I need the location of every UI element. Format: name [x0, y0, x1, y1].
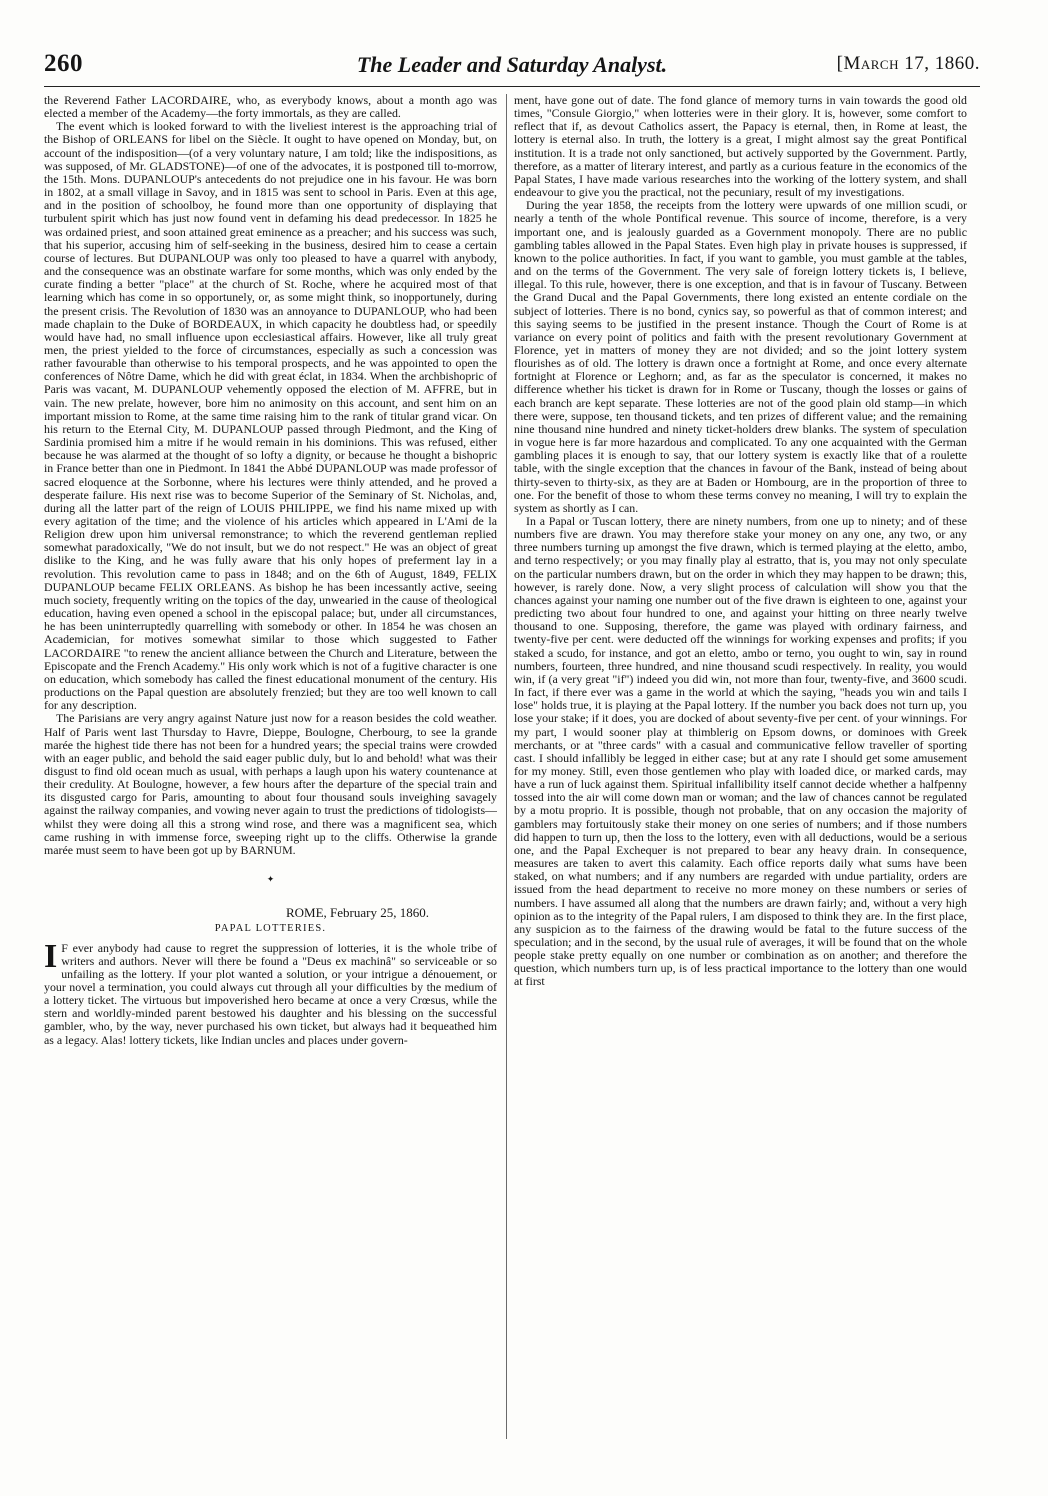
- article-paragraph: During the year 1858, the receipts from the lottery were upwards of one million scudi, or nearly a tenth of the whole Pontifical revenue. This source of income, therefore, is a very important one, and is jealously guarded as a Government monopoly. There are no public gambling tables allowed in the Papal States. Even high play in private houses is suppressed, if known to the police authorities. In fact, if you want to gamble, you must gamble at the tables, and on the terms of the Government. The very sale of foreign lottery tickets is, I believe, illegal. To this rule, however, there is one exception, and that is in favour of Tuscany. Between the Grand Ducal and the Papal Governments, there long existed an entente cordiale on the subject of lotteries. There is no bond, cynics say, so powerful as that of common interest; and this saying seems to be justified in the present instance. Though the Court of Rome is at variance on every point of politics and faith with the present revolutionary Government at Florence, yet in matters of money they are not divided; and so the joint lottery system flourishes as of old. The lottery is drawn once a fortnight at Rome, and once every alternate fortnight at Florence or Leghorn; and, as far as the speculator is concerned, it makes no difference whether his ticket is drawn for in Rome or Tuscany, though the losses or gains of each branch are kept separate. These lotteries are not of the good plain old stamp—in which there were, suppose, ten thousand tickets, and ten prizes of different value; and the remaining nine thousand nine hundred and ninety ticket-holders drew blanks. The system of speculation in vogue here is far more hazardous and complicated. To any one acquainted with the German gambling places it is enough to say, that our lottery system is exactly like that of a roulette table, with the single exception that the chances in favour of the Bank, instead of being about thirty-seven to thirty-six, as they are at Baden or Hombourg, are in the proportion of three to one. For the benefit of those to whom these terms convey no meaning, I will try to explain the system as shortly as I can.: [514, 198, 967, 515]
- left-column: [44, 94, 497, 1439]
- section-ornament: ✦: [266, 874, 275, 885]
- running-title: The Leader and Saturday Analyst.: [356, 52, 668, 77]
- page-header: [44, 50, 980, 87]
- column-divider: [506, 94, 507, 1439]
- section-text: F ever anybody had cause to regret the suppression of lotteries, it is the whole tribe of writers and authors. Never will there be found a "Deus ex machinâ" so serviceable or so unfailing as the lottery. If your plot wanted a solution, or your intrigue a dénouement, or your novel a termination, you could always cut through all your difficulties by the medium of a lottery ticket. The virtuous but impoverished hero became at once a very Crœsus, while the stern and worldly-minded parent bestowed his daughter and his blessing on the successful gambler, who, by the way, never purchased his own ticket, but always had it bequeathed him as a legacy. Alas! lottery tickets, like Indian uncles and places under govern-: [44, 940, 497, 1047]
- article-paragraph: [44, 937, 497, 1047]
- article-paragraph: the Reverend Father LACORDAIRE, who, as everybody knows, about a month ago was elected a member of the Academy—the forty immortals, as they are called.: [44, 94, 497, 121]
- article-paragraph: ment, have gone out of date. The fond glance of memory turns in vain towards the good old times, "Consule Giorgio," when lotteries were in their glory. It is, however, some comfort to reflect that if, as devout Catholics assert, the Papacy is eternal, then, in Rome at least, the lottery is eternal also. In truth, the lottery is a great, I might almost say the great Pontifical institution. It is a trade not only sanctioned, but actively supported by the Government. Partly, therefore, as a matter of literary interest, and partly as a curious feature in the economics of the Papal States, I have made various researches into the working of the lottery system, and shall endeavour to give you the practical, not the pecuniary, result of my investigations.: [514, 94, 967, 200]
- article-paragraph: The event which is looked forward to with the liveliest interest is the approaching trial of the Bishop of ORLEANS for libel on the Siècle. It ought to have opened on Monday, but, on account of the indisposition—(of a very voluntary nature, I am told; like the indispositions, as was supposed, of Mr. GLADSTONE)—of one of the advocates, it is postponed till to-morrow, the 15th. Mons. DUPANLOUP's antecedents do not prejudice one in his favour. He was born in 1802, at a small village in Savoy, and in 1815 was sent to school in Paris. Even at this age, and in the position of schoolboy, he found more than one opportunity of displaying that turbulent spirit which has just now found vent in defaming his dead predecessor. In 1825 he was ordained priest, and soon attained great eminence as a preacher; and his success was such, that his superior, accusing him of self-seeking in the business, desired him to cease a certain course of lectures. But DUPANLOUP was only too pleased to have a quarrel with anybody, and the consequence was an obstinate warfare for some months, which was only ended by the curate finding a better "place" at the church of St. Roche, where he acquired most of that learning which has come in so opportunely, or, as some might think, so inopportunely, during the present crisis. The Revolution of 1830 was an annoyance to DUPANLOUP, who had been made chaplain to the Duke of BORDEAUX, in which capacity he doubtless had, or speedily would have had, no small influence upon ecclesiastical affairs. However, like all truly great men, the priest yielded to the force of circumstances, especially as such a concession was rather favourable than otherwise to his temporal prospects, and he was appointed to open the conferences of Nôtre Dame, which he did with great éclat, in 1834. When the archbishopric of Paris was vacant, M. DUPANLOUP vehemently opposed the election of M. AFFRE, but in vain. The new prelate, however, bore him no animosity on this account, and sent him on an important mission to Rome, at the same time raising him to the rank of titular grand vicar. On his return to the Eternal City, M. DUPANLOUP passed through Piedmont, and the King of Sardinia promised him a mitre if he would remain in his dominions. This was refused, either because he was alarmed at the thought of so lofty a dignity, or because he thought a bishopric in France better than one in Piedmont. In 1841 the Abbé DUPANLOUP was made professor of sacred eloquence at the Sorbonne, where his lectures were thinly attended, and he proved a desperate failure. His next rise was to become Superior of the Seminary of St. Nicholas, and, during all the latter part of the reign of LOUIS PHILIPPE, we find his name mixed up with every agitation of the time; and the violence of his articles which appeared in L'Ami de la Religion drew upon him universal remonstrance; to which the reverend gentleman replied somewhat paradoxically, "We do not insult, but we do not respect." He was an object of great dislike to the King, and he was fully aware that his only hopes of preferment lay in a revolution. This revolution came to pass in 1848; and on the 6th of August, 1849, FELIX DUPANLOUP became FELIX ORLEANS. As bishop he has been incessantly active, seeing much society, frequently writing on the topics of the day, unwearied in the cause of theological education, having even opened a school in the episcopal palace; but, under all circumstances, he has been uninterruptedly quarrelling with somebody or other. In 1854 he was chosen an Academician, for motives somewhat similar to those which suggested to Father LACORDAIRE "to renew the ancient alliance between the Church and Literature, between the Episcopate and the French Academy." His only work which is not of a fugitive character is one on education, which somebody has called the finest educational monument of the century. His productions on the Papal question are absolutely frenzied; but they are too well known to call for any description.: [44, 119, 497, 713]
- article-paragraph: The Parisians are very angry against Nature just now for a reason besides the cold weather. Half of Paris went last Thursday to Havre, Dieppe, Boulogne, Cherbourg, to see la grande marée the highest tide there has not been for a hundred years; the special trains were crowded with an eager public, and behold the said eager public duly, but lo and behold! what was their disgust to find old ocean much as usual, with perhaps a laugh upon his watery countenance at their credulity. At Boulogne, however, a few hours after the departure of the special train and its disgusted cargo for Paris, amounting to about four thousand souls inveighing savagely against the railway companies, and vowing never again to trust the predictions of tidologists—whilst they were doing all this a strong wind rose, and there was a magnificent sea, which came rushing in with immense force, sweeping right up to the cliffs. Otherwise la grande marée must seem to have been got up by BARNUM.: [44, 711, 497, 857]
- issue-date: [March 17, 1860.: [836, 53, 980, 74]
- article-paragraph: In a Papal or Tuscan lottery, there are ninety numbers, from one up to ninety; and of these numbers five are drawn. You may therefore stake your money on any one, any two, or any three numbers turning up amongst the five drawn, which is termed playing at the eletto, ambo, and terno respectively; or you may finally play al estratto, that is, you may not only speculate on the particular numbers drawn, but on the order in which they may happen to be drawn; this, however, is rarely done. Now, a very slight process of calculation will show you that the chances against your naming one number out of the five drawn is eighteen to one, against your predicting two about four hundred to one, and against your hitting on three nearly twelve thousand to one. Supposing, therefore, the game was played with ordinary fairness, and twenty-five per cent. were deducted off the winnings for working expenses and profits; if you staked a scudo, for instance, and got an eletto, ambo or terno, you ought to win, say in round numbers, fourteen, three hundred, and nine thousand scudi respectively. In reality, you would win, if (a very great "if") indeed you did win, not more than four, twenty-five, and 3600 scudi. In fact, if there ever was a game in the world at which the saying, "heads you win and tails I lose" holds true, it is playing at the Papal lottery. If the number you back does not turn up, you lose your stake; if it does, you are docked of about seventy-five per cent. of your winnings. For my part, I would sooner play at thimblerig on Epsom downs, or dominoes with Greek merchants, or at "three cards" with a casual and communicative fellow traveller of sporting cast. I should infallibly be legged in either case; but at any rate I should get some amusement for my money. Still, even those gentlemen who play with loaded dice, or marked cards, may have a run of luck against them. Spiritual infallibility itself cannot decide whether a halfpenny tossed into the air will come down man or woman; and the law of chances cannot be regulated by a motu proprio. It is possible, though not probable, that on any occasion the majority of gamblers may fortuitously stake their money on one series of numbers; and if those numbers did happen to turn up, then the loss to the lottery, even with all deductions, would be a serious one, and the Papal Exchequer is not prepared to bear any heavy drain. In consequence, measures are taken to avert this calamity. Each office reports daily what sums have been staked, on what numbers; and if any numbers are regarded with undue partiality, orders are issued from the head department to receive no more money on these numbers or series of numbers. I have assumed all along that the numbers are drawn fairly; and, without a very high opinion as to the integrity of the Papal rulers, I am disposed to think they are. In the first place, any suspicion as to the fairness of the drawing would be fatal to the future success of the speculation; and in the second, by the usual rule of averages, it will be found that on the whole people stake pretty equally on one number or combination as on another; and therefore the question, which numbers turn up, is of less practical importance to the lottery than one would at first: [514, 514, 967, 989]
- right-column: [514, 94, 967, 1439]
- page-number: 260: [44, 50, 83, 77]
- section-heading: PAPAL LOTTERIES.: [214, 923, 327, 935]
- drop-cap: I: [44, 937, 58, 975]
- dateline: ROME, February 25, 1860.: [286, 905, 429, 921]
